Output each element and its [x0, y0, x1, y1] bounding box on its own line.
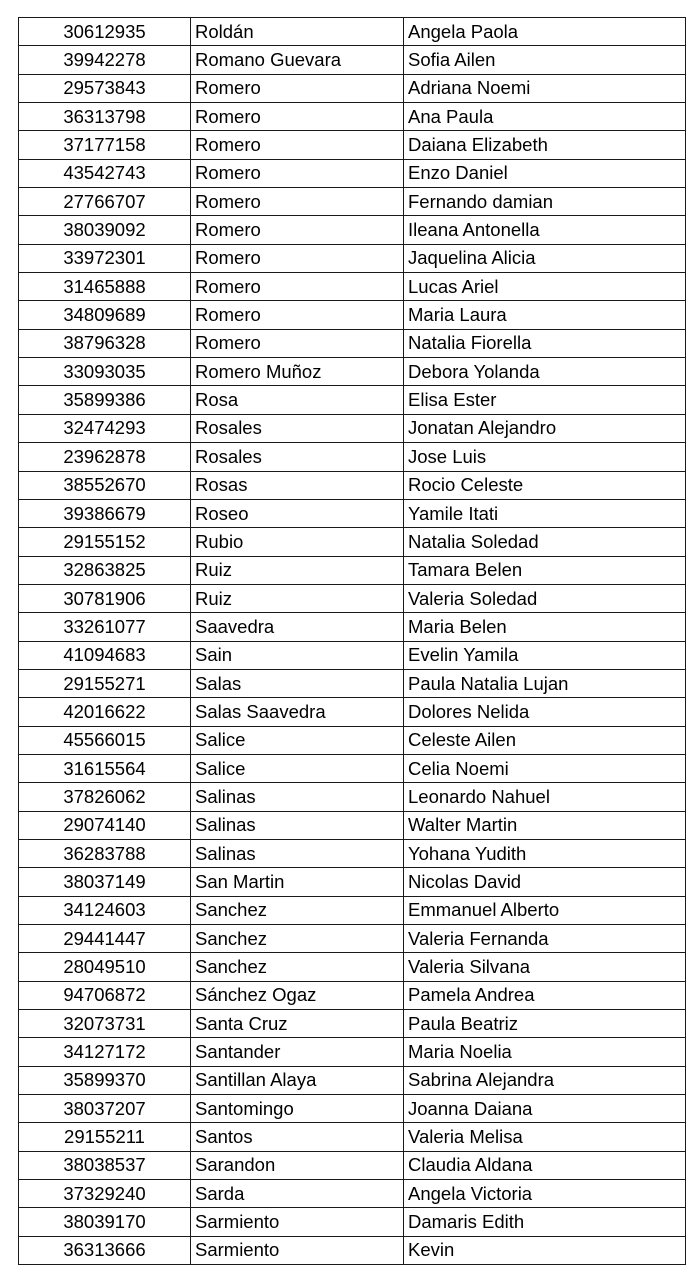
table-row: [19, 584, 686, 612]
table-row: [19, 1151, 686, 1179]
surname-cell: Romero: [191, 74, 404, 102]
surname-cell: Salas Saavedra: [191, 698, 404, 726]
surname-cell: Romero: [191, 301, 404, 329]
surname-cell: Romano Guevara: [191, 46, 404, 74]
table-row: [19, 953, 686, 981]
dni-cell: 38039092: [19, 216, 191, 244]
surname-cell: Rosas: [191, 471, 404, 499]
table-row: [19, 1038, 686, 1066]
dni-cell: 42016622: [19, 698, 191, 726]
table-row: [19, 216, 686, 244]
table-row: [19, 414, 686, 442]
dni-cell: 36313666: [19, 1236, 191, 1264]
surname-cell: Romero: [191, 329, 404, 357]
given-name-cell: Damaris Edith: [404, 1208, 686, 1236]
surname-cell: Salinas: [191, 839, 404, 867]
table-row: [19, 358, 686, 386]
table-row: [19, 613, 686, 641]
given-name-cell: Valeria Soledad: [404, 584, 686, 612]
dni-cell: 34127172: [19, 1038, 191, 1066]
dni-cell: 37329240: [19, 1180, 191, 1208]
given-name-cell: Pamela Andrea: [404, 981, 686, 1009]
dni-cell: 41094683: [19, 641, 191, 669]
table-row: [19, 131, 686, 159]
surname-cell: Romero: [191, 131, 404, 159]
surname-cell: Roldán: [191, 18, 404, 46]
table-row: [19, 783, 686, 811]
table-row: [19, 74, 686, 102]
table-row: [19, 1236, 686, 1264]
table-row: [19, 46, 686, 74]
given-name-cell: Maria Belen: [404, 613, 686, 641]
table-row: [19, 1208, 686, 1236]
given-name-cell: Rocio Celeste: [404, 471, 686, 499]
surname-cell: Saavedra: [191, 613, 404, 641]
dni-cell: 38796328: [19, 329, 191, 357]
surname-cell: Santomingo: [191, 1095, 404, 1123]
table-row: [19, 18, 686, 46]
given-name-cell: Nicolas David: [404, 868, 686, 896]
table-row: [19, 811, 686, 839]
dni-cell: 30612935: [19, 18, 191, 46]
table-row: [19, 556, 686, 584]
given-name-cell: Valeria Fernanda: [404, 925, 686, 953]
dni-cell: 28049510: [19, 953, 191, 981]
given-name-cell: Emmanuel Alberto: [404, 896, 686, 924]
table-row: [19, 1066, 686, 1094]
table-row: [19, 103, 686, 131]
table-row: [19, 244, 686, 272]
table-row: [19, 669, 686, 697]
dni-cell: 39942278: [19, 46, 191, 74]
table-row: [19, 159, 686, 187]
table-row: [19, 726, 686, 754]
surname-cell: Rosa: [191, 386, 404, 414]
surname-cell: Santa Cruz: [191, 1010, 404, 1038]
given-name-cell: Yohana Yudith: [404, 839, 686, 867]
given-name-cell: Natalia Soledad: [404, 528, 686, 556]
dni-cell: 35899370: [19, 1066, 191, 1094]
surname-cell: Sarmiento: [191, 1208, 404, 1236]
given-name-cell: Adriana Noemi: [404, 74, 686, 102]
surname-cell: San Martin: [191, 868, 404, 896]
given-name-cell: Evelin Yamila: [404, 641, 686, 669]
given-name-cell: Valeria Melisa: [404, 1123, 686, 1151]
surname-cell: Sarandon: [191, 1151, 404, 1179]
dni-cell: 39386679: [19, 499, 191, 527]
dni-cell: 37177158: [19, 131, 191, 159]
table-row: [19, 273, 686, 301]
table-row: [19, 868, 686, 896]
table-row: [19, 386, 686, 414]
given-name-cell: Leonardo Nahuel: [404, 783, 686, 811]
table-row: [19, 499, 686, 527]
dni-cell: 29074140: [19, 811, 191, 839]
surname-cell: Romero Muñoz: [191, 358, 404, 386]
surname-cell: Salice: [191, 726, 404, 754]
dni-cell: 29441447: [19, 925, 191, 953]
given-name-cell: Paula Natalia Lujan: [404, 669, 686, 697]
dni-cell: 32474293: [19, 414, 191, 442]
surname-cell: Sain: [191, 641, 404, 669]
surname-cell: Salice: [191, 754, 404, 782]
dni-cell: 31465888: [19, 273, 191, 301]
surname-cell: Santander: [191, 1038, 404, 1066]
table-row: [19, 754, 686, 782]
given-name-cell: Sofia Ailen: [404, 46, 686, 74]
table-row: [19, 925, 686, 953]
table-row: [19, 1010, 686, 1038]
surname-cell: Salas: [191, 669, 404, 697]
surname-cell: Sanchez: [191, 953, 404, 981]
roster-table: [18, 17, 686, 1265]
dni-cell: 34809689: [19, 301, 191, 329]
given-name-cell: Jose Luis: [404, 443, 686, 471]
table-row: [19, 188, 686, 216]
surname-cell: Roseo: [191, 499, 404, 527]
table-row: [19, 839, 686, 867]
dni-cell: 29573843: [19, 74, 191, 102]
given-name-cell: Sabrina Alejandra: [404, 1066, 686, 1094]
dni-cell: 33093035: [19, 358, 191, 386]
given-name-cell: Debora Yolanda: [404, 358, 686, 386]
given-name-cell: Angela Paola: [404, 18, 686, 46]
table-row: [19, 698, 686, 726]
given-name-cell: Elisa Ester: [404, 386, 686, 414]
dni-cell: 31615564: [19, 754, 191, 782]
given-name-cell: Ileana Antonella: [404, 216, 686, 244]
dni-cell: 23962878: [19, 443, 191, 471]
dni-cell: 34124603: [19, 896, 191, 924]
dni-cell: 43542743: [19, 159, 191, 187]
dni-cell: 38552670: [19, 471, 191, 499]
given-name-cell: Claudia Aldana: [404, 1151, 686, 1179]
table-row: [19, 641, 686, 669]
dni-cell: 30781906: [19, 584, 191, 612]
dni-cell: 29155152: [19, 528, 191, 556]
surname-cell: Rosales: [191, 414, 404, 442]
given-name-cell: Enzo Daniel: [404, 159, 686, 187]
given-name-cell: Tamara Belen: [404, 556, 686, 584]
given-name-cell: Jonatan Alejandro: [404, 414, 686, 442]
given-name-cell: Paula Beatriz: [404, 1010, 686, 1038]
given-name-cell: Fernando damian: [404, 188, 686, 216]
surname-cell: Romero: [191, 273, 404, 301]
surname-cell: Romero: [191, 244, 404, 272]
table-row: [19, 471, 686, 499]
surname-cell: Ruiz: [191, 556, 404, 584]
surname-cell: Sánchez Ogaz: [191, 981, 404, 1009]
given-name-cell: Lucas Ariel: [404, 273, 686, 301]
surname-cell: Romero: [191, 216, 404, 244]
surname-cell: Romero: [191, 103, 404, 131]
given-name-cell: Angela Victoria: [404, 1180, 686, 1208]
surname-cell: Santillan Alaya: [191, 1066, 404, 1094]
table-row: [19, 443, 686, 471]
table-row: [19, 981, 686, 1009]
surname-cell: Romero: [191, 159, 404, 187]
table-row: [19, 329, 686, 357]
given-name-cell: Celeste Ailen: [404, 726, 686, 754]
table-row: [19, 528, 686, 556]
table-row: [19, 1123, 686, 1151]
dni-cell: 38039170: [19, 1208, 191, 1236]
dni-cell: 37826062: [19, 783, 191, 811]
dni-cell: 36313798: [19, 103, 191, 131]
surname-cell: Sarmiento: [191, 1236, 404, 1264]
table-row: [19, 896, 686, 924]
dni-cell: 35899386: [19, 386, 191, 414]
dni-cell: 38037149: [19, 868, 191, 896]
table-row: [19, 1095, 686, 1123]
surname-cell: Rosales: [191, 443, 404, 471]
surname-cell: Ruiz: [191, 584, 404, 612]
given-name-cell: Joanna Daiana: [404, 1095, 686, 1123]
given-name-cell: Maria Noelia: [404, 1038, 686, 1066]
given-name-cell: Natalia Fiorella: [404, 329, 686, 357]
dni-cell: 33261077: [19, 613, 191, 641]
dni-cell: 36283788: [19, 839, 191, 867]
dni-cell: 27766707: [19, 188, 191, 216]
surname-cell: Santos: [191, 1123, 404, 1151]
given-name-cell: Valeria Silvana: [404, 953, 686, 981]
given-name-cell: Ana Paula: [404, 103, 686, 131]
dni-cell: 45566015: [19, 726, 191, 754]
given-name-cell: Walter Martin: [404, 811, 686, 839]
given-name-cell: Jaquelina Alicia: [404, 244, 686, 272]
given-name-cell: Kevin: [404, 1236, 686, 1264]
dni-cell: 29155211: [19, 1123, 191, 1151]
surname-cell: Sanchez: [191, 896, 404, 924]
given-name-cell: Dolores Nelida: [404, 698, 686, 726]
dni-cell: 29155271: [19, 669, 191, 697]
dni-cell: 38037207: [19, 1095, 191, 1123]
dni-cell: 33972301: [19, 244, 191, 272]
roster-table-body: [19, 18, 686, 1265]
dni-cell: 94706872: [19, 981, 191, 1009]
surname-cell: Salinas: [191, 811, 404, 839]
dni-cell: 38038537: [19, 1151, 191, 1179]
given-name-cell: Yamile Itati: [404, 499, 686, 527]
given-name-cell: Celia Noemi: [404, 754, 686, 782]
dni-cell: 32863825: [19, 556, 191, 584]
surname-cell: Sarda: [191, 1180, 404, 1208]
table-row: [19, 301, 686, 329]
surname-cell: Sanchez: [191, 925, 404, 953]
surname-cell: Salinas: [191, 783, 404, 811]
dni-cell: 32073731: [19, 1010, 191, 1038]
given-name-cell: Maria Laura: [404, 301, 686, 329]
given-name-cell: Daiana Elizabeth: [404, 131, 686, 159]
surname-cell: Rubio: [191, 528, 404, 556]
table-row: [19, 1180, 686, 1208]
surname-cell: Romero: [191, 188, 404, 216]
